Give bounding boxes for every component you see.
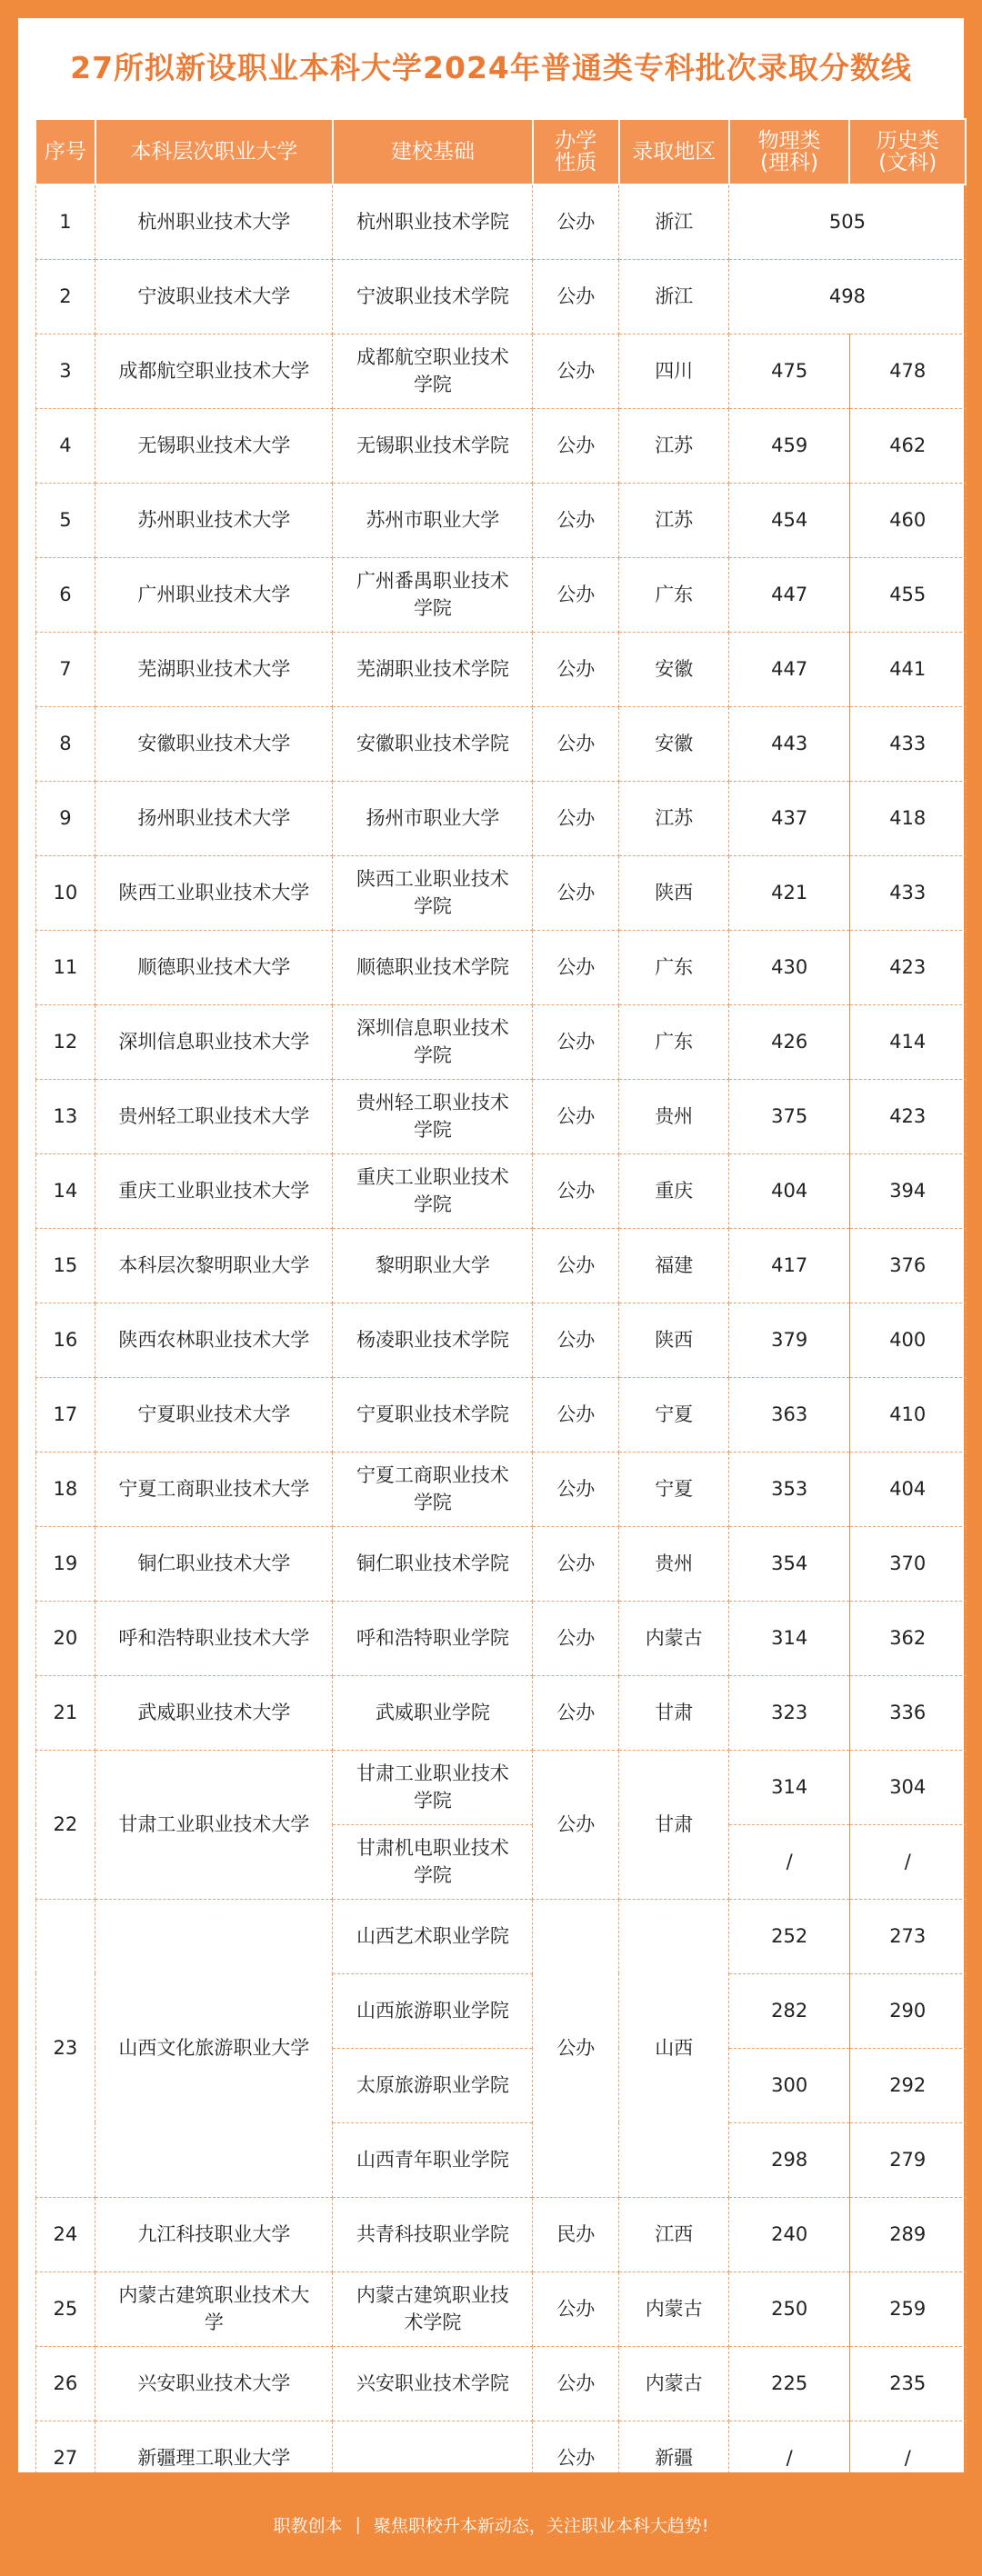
base-cell: 呼和浩特职业学院 bbox=[333, 1601, 533, 1675]
table-row bbox=[35, 185, 966, 259]
university-cell: 铜仁职业技术大学 bbox=[95, 1526, 333, 1601]
nature-cell: 公办 bbox=[533, 483, 619, 557]
nature-cell: 公办 bbox=[533, 2346, 619, 2421]
university-cell: 芜湖职业技术大学 bbox=[95, 632, 333, 706]
table-row bbox=[35, 334, 966, 408]
seq-cell: 4 bbox=[35, 408, 95, 483]
university-cell: 内蒙古建筑职业技术大 学 bbox=[95, 2271, 333, 2346]
university-cell: 呼和浩特职业技术大学 bbox=[95, 1601, 333, 1675]
nature-cell: 公办 bbox=[533, 1601, 619, 1675]
university-cell: 宁夏工商职业技术大学 bbox=[95, 1452, 333, 1526]
base-cell: 重庆工业职业技术 学院 bbox=[333, 1153, 533, 1228]
region-cell: 安徽 bbox=[619, 706, 729, 781]
seq-cell: 26 bbox=[35, 2346, 95, 2421]
table-row bbox=[35, 632, 966, 706]
region-cell: 四川 bbox=[619, 334, 729, 408]
nature-cell: 公办 bbox=[533, 259, 619, 334]
university-cell: 安徽职业技术大学 bbox=[95, 706, 333, 781]
university-cell: 重庆工业职业技术大学 bbox=[95, 1153, 333, 1228]
region-cell: 甘肃 bbox=[619, 1675, 729, 1750]
university-cell: 扬州职业技术大学 bbox=[95, 781, 333, 855]
seq-cell: 14 bbox=[35, 1153, 95, 1228]
seq-cell: 18 bbox=[35, 1452, 95, 1526]
region-cell: 广东 bbox=[619, 1004, 729, 1079]
nature-cell: 公办 bbox=[533, 1153, 619, 1228]
nature-cell: 公办 bbox=[533, 930, 619, 1004]
history-score-cell: 259 bbox=[849, 2271, 966, 2346]
history-score-cell: 418 bbox=[849, 781, 966, 855]
base-cell: 山西艺术职业学院 bbox=[333, 1899, 533, 1973]
base-cell: 宁夏工商职业技术 学院 bbox=[333, 1452, 533, 1526]
nature-cell: 公办 bbox=[533, 1079, 619, 1153]
physics-score-cell: 375 bbox=[729, 1079, 850, 1153]
table-row bbox=[35, 1601, 966, 1675]
region-cell: 新疆 bbox=[619, 2421, 729, 2495]
nature-cell: 公办 bbox=[533, 1377, 619, 1452]
physics-score-cell: 447 bbox=[729, 557, 850, 632]
region-cell: 重庆 bbox=[619, 1153, 729, 1228]
region-cell: 内蒙古 bbox=[619, 2346, 729, 2421]
history-score-cell: 292 bbox=[849, 2048, 966, 2122]
physics-score-cell: 323 bbox=[729, 1675, 850, 1750]
nature-cell: 公办 bbox=[533, 706, 619, 781]
university-cell: 贵州轻工职业技术大学 bbox=[95, 1079, 333, 1153]
base-cell: 黎明职业大学 bbox=[333, 1228, 533, 1303]
physics-score-cell: 225 bbox=[729, 2346, 850, 2421]
university-cell: 深圳信息职业技术大学 bbox=[95, 1004, 333, 1079]
merged-score-cell: 498 bbox=[729, 259, 966, 334]
base-cell: 宁波职业技术学院 bbox=[333, 259, 533, 334]
table-row bbox=[35, 1004, 966, 1079]
region-cell: 甘肃 bbox=[619, 1750, 729, 1899]
physics-score-cell: 314 bbox=[729, 1601, 850, 1675]
footer-slogan: 聚焦职校升本新动态，关注职业本科大趋势! bbox=[373, 2515, 709, 2536]
seq-cell: 16 bbox=[35, 1303, 95, 1377]
seq-cell: 11 bbox=[35, 930, 95, 1004]
physics-score-cell: 252 bbox=[729, 1899, 850, 1973]
region-cell: 江苏 bbox=[619, 781, 729, 855]
table-row bbox=[35, 2271, 966, 2346]
nature-cell: 公办 bbox=[533, 1526, 619, 1601]
table-row bbox=[35, 1675, 966, 1750]
table-row bbox=[35, 1377, 966, 1452]
table-row bbox=[35, 930, 966, 1004]
physics-score-cell: 240 bbox=[729, 2197, 850, 2271]
nature-cell: 公办 bbox=[533, 781, 619, 855]
history-score-cell: 433 bbox=[849, 855, 966, 930]
base-cell: 内蒙古建筑职业技 术学院 bbox=[333, 2271, 533, 2346]
university-cell: 顺德职业技术大学 bbox=[95, 930, 333, 1004]
region-cell: 福建 bbox=[619, 1228, 729, 1303]
table-row bbox=[35, 259, 966, 334]
region-cell: 宁夏 bbox=[619, 1452, 729, 1526]
university-cell: 无锡职业技术大学 bbox=[95, 408, 333, 483]
admission-score-table bbox=[35, 118, 967, 2496]
nature-cell: 公办 bbox=[533, 557, 619, 632]
nature-cell: 公办 bbox=[533, 334, 619, 408]
physics-score-cell: 298 bbox=[729, 2122, 850, 2197]
region-cell: 浙江 bbox=[619, 259, 729, 334]
history-score-cell: 414 bbox=[849, 1004, 966, 1079]
table-row bbox=[35, 1526, 966, 1601]
nature-cell: 公办 bbox=[533, 2271, 619, 2346]
base-cell: 太原旅游职业学院 bbox=[333, 2048, 533, 2122]
region-cell: 内蒙古 bbox=[619, 2271, 729, 2346]
physics-score-cell: 353 bbox=[729, 1452, 850, 1526]
col-base-header: 建校基础 bbox=[333, 119, 533, 185]
poster-frame bbox=[18, 18, 964, 2472]
region-cell: 宁夏 bbox=[619, 1377, 729, 1452]
base-cell: 扬州市职业大学 bbox=[333, 781, 533, 855]
footer-brand: 职教创本 bbox=[273, 2515, 343, 2536]
university-cell: 兴安职业技术大学 bbox=[95, 2346, 333, 2421]
region-cell: 浙江 bbox=[619, 185, 729, 259]
history-score-cell: 235 bbox=[849, 2346, 966, 2421]
base-cell: 甘肃工业职业技术 学院 bbox=[333, 1750, 533, 1824]
nature-cell: 公办 bbox=[533, 408, 619, 483]
table-row bbox=[35, 483, 966, 557]
history-score-cell: 478 bbox=[849, 334, 966, 408]
physics-score-cell: 426 bbox=[729, 1004, 850, 1079]
base-cell: 安徽职业技术学院 bbox=[333, 706, 533, 781]
university-cell: 甘肃工业职业技术大学 bbox=[95, 1750, 333, 1899]
university-cell: 本科层次黎明职业大学 bbox=[95, 1228, 333, 1303]
university-cell: 陕西农林职业技术大学 bbox=[95, 1303, 333, 1377]
base-cell: 武威职业学院 bbox=[333, 1675, 533, 1750]
seq-cell: 22 bbox=[35, 1750, 95, 1899]
seq-cell: 17 bbox=[35, 1377, 95, 1452]
seq-cell: 7 bbox=[35, 632, 95, 706]
base-cell: 山西旅游职业学院 bbox=[333, 1973, 533, 2048]
table-row bbox=[35, 1303, 966, 1377]
table-row bbox=[35, 855, 966, 930]
university-cell: 宁波职业技术大学 bbox=[95, 259, 333, 334]
nature-cell: 公办 bbox=[533, 1452, 619, 1526]
table-header-row bbox=[35, 119, 966, 185]
base-cell: 无锡职业技术学院 bbox=[333, 408, 533, 483]
col-physics-header: 物理类 (理科) bbox=[729, 119, 850, 185]
seq-cell: 23 bbox=[35, 1899, 95, 2197]
table-row bbox=[35, 706, 966, 781]
region-cell: 内蒙古 bbox=[619, 1601, 729, 1675]
university-cell: 宁夏职业技术大学 bbox=[95, 1377, 333, 1452]
history-score-cell: 400 bbox=[849, 1303, 966, 1377]
table-row bbox=[35, 2346, 966, 2421]
region-cell: 陕西 bbox=[619, 1303, 729, 1377]
physics-score-cell: 421 bbox=[729, 855, 850, 930]
nature-cell: 公办 bbox=[533, 855, 619, 930]
table-row bbox=[35, 2197, 966, 2271]
university-cell: 武威职业技术大学 bbox=[95, 1675, 333, 1750]
seq-cell: 10 bbox=[35, 855, 95, 930]
university-cell: 新疆理工职业大学 bbox=[95, 2421, 333, 2495]
physics-score-cell: 404 bbox=[729, 1153, 850, 1228]
col-university-header: 本科层次职业大学 bbox=[95, 119, 333, 185]
nature-cell: 公办 bbox=[533, 185, 619, 259]
base-cell: 山西青年职业学院 bbox=[333, 2122, 533, 2197]
page-title: 27所拟新设职业本科大学2024年普通类专科批次录取分数线 bbox=[70, 50, 912, 85]
university-cell: 九江科技职业大学 bbox=[95, 2197, 333, 2271]
university-cell: 广州职业技术大学 bbox=[95, 557, 333, 632]
nature-cell: 公办 bbox=[533, 1899, 619, 2197]
physics-score-cell: 379 bbox=[729, 1303, 850, 1377]
history-score-cell: 376 bbox=[849, 1228, 966, 1303]
physics-score-cell: 417 bbox=[729, 1228, 850, 1303]
history-score-cell: 423 bbox=[849, 1079, 966, 1153]
seq-cell: 2 bbox=[35, 259, 95, 334]
table-row bbox=[35, 1079, 966, 1153]
region-cell: 安徽 bbox=[619, 632, 729, 706]
region-cell: 山西 bbox=[619, 1899, 729, 2197]
history-score-cell: 455 bbox=[849, 557, 966, 632]
region-cell: 江西 bbox=[619, 2197, 729, 2271]
table-row bbox=[35, 1452, 966, 1526]
physics-score-cell: / bbox=[729, 1824, 850, 1899]
physics-score-cell: 454 bbox=[729, 483, 850, 557]
base-cell: 铜仁职业技术学院 bbox=[333, 1526, 533, 1601]
table-row bbox=[35, 1899, 966, 1973]
nature-cell: 公办 bbox=[533, 1675, 619, 1750]
history-score-cell: 290 bbox=[849, 1973, 966, 2048]
physics-score-cell: 447 bbox=[729, 632, 850, 706]
history-score-cell: 433 bbox=[849, 706, 966, 781]
physics-score-cell: 363 bbox=[729, 1377, 850, 1452]
nature-cell: 公办 bbox=[533, 1004, 619, 1079]
region-cell: 陕西 bbox=[619, 855, 729, 930]
table-row bbox=[35, 781, 966, 855]
history-score-cell: / bbox=[849, 2421, 966, 2495]
physics-score-cell: 475 bbox=[729, 334, 850, 408]
region-cell: 江苏 bbox=[619, 483, 729, 557]
nature-cell: 公办 bbox=[533, 1228, 619, 1303]
physics-score-cell: 314 bbox=[729, 1750, 850, 1824]
history-score-cell: 279 bbox=[849, 2122, 966, 2197]
history-score-cell: 362 bbox=[849, 1601, 966, 1675]
physics-score-cell: 282 bbox=[729, 1973, 850, 2048]
region-cell: 贵州 bbox=[619, 1079, 729, 1153]
history-score-cell: 336 bbox=[849, 1675, 966, 1750]
base-cell: 贵州轻工职业技术 学院 bbox=[333, 1079, 533, 1153]
seq-cell: 15 bbox=[35, 1228, 95, 1303]
table-row bbox=[35, 1153, 966, 1228]
university-cell: 苏州职业技术大学 bbox=[95, 483, 333, 557]
physics-score-cell: 354 bbox=[729, 1526, 850, 1601]
history-score-cell: 289 bbox=[849, 2197, 966, 2271]
seq-cell: 5 bbox=[35, 483, 95, 557]
base-cell: 陕西工业职业技术 学院 bbox=[333, 855, 533, 930]
seq-cell: 21 bbox=[35, 1675, 95, 1750]
region-cell: 广东 bbox=[619, 930, 729, 1004]
col-nature-header: 办学 性质 bbox=[533, 119, 619, 185]
base-cell: 成都航空职业技术 学院 bbox=[333, 334, 533, 408]
region-cell: 贵州 bbox=[619, 1526, 729, 1601]
base-cell: 苏州市职业大学 bbox=[333, 483, 533, 557]
nature-cell: 公办 bbox=[533, 1750, 619, 1899]
university-cell: 成都航空职业技术大学 bbox=[95, 334, 333, 408]
seq-cell: 13 bbox=[35, 1079, 95, 1153]
seq-cell: 27 bbox=[35, 2421, 95, 2495]
nature-cell: 公办 bbox=[533, 1303, 619, 1377]
col-history-header: 历史类 (文科) bbox=[849, 119, 966, 185]
base-cell: 顺德职业技术学院 bbox=[333, 930, 533, 1004]
merged-score-cell: 505 bbox=[729, 185, 966, 259]
base-cell: 杭州职业技术学院 bbox=[333, 185, 533, 259]
seq-cell: 1 bbox=[35, 185, 95, 259]
footer-bar bbox=[0, 2472, 982, 2576]
base-cell: 杨凌职业技术学院 bbox=[333, 1303, 533, 1377]
seq-cell: 12 bbox=[35, 1004, 95, 1079]
physics-score-cell: 437 bbox=[729, 781, 850, 855]
region-cell: 江苏 bbox=[619, 408, 729, 483]
base-cell: 芜湖职业技术学院 bbox=[333, 632, 533, 706]
nature-cell: 民办 bbox=[533, 2197, 619, 2271]
physics-score-cell: / bbox=[729, 2421, 850, 2495]
history-score-cell: 441 bbox=[849, 632, 966, 706]
col-seq-header: 序号 bbox=[35, 119, 95, 185]
region-cell: 广东 bbox=[619, 557, 729, 632]
table-row bbox=[35, 1228, 966, 1303]
seq-cell: 25 bbox=[35, 2271, 95, 2346]
physics-score-cell: 430 bbox=[729, 930, 850, 1004]
seq-cell: 8 bbox=[35, 706, 95, 781]
base-cell: 共青科技职业学院 bbox=[333, 2197, 533, 2271]
seq-cell: 19 bbox=[35, 1526, 95, 1601]
history-score-cell: 273 bbox=[849, 1899, 966, 1973]
history-score-cell: 460 bbox=[849, 483, 966, 557]
history-score-cell: 462 bbox=[849, 408, 966, 483]
footer-divider: | bbox=[355, 2514, 361, 2534]
physics-score-cell: 443 bbox=[729, 706, 850, 781]
base-cell: 深圳信息职业技术 学院 bbox=[333, 1004, 533, 1079]
seq-cell: 20 bbox=[35, 1601, 95, 1675]
table-row bbox=[35, 557, 966, 632]
base-cell: 广州番禺职业技术 学院 bbox=[333, 557, 533, 632]
seq-cell: 6 bbox=[35, 557, 95, 632]
physics-score-cell: 300 bbox=[729, 2048, 850, 2122]
physics-score-cell: 250 bbox=[729, 2271, 850, 2346]
seq-cell: 9 bbox=[35, 781, 95, 855]
history-score-cell: / bbox=[849, 1824, 966, 1899]
history-score-cell: 423 bbox=[849, 930, 966, 1004]
base-cell: 兴安职业技术学院 bbox=[333, 2346, 533, 2421]
history-score-cell: 404 bbox=[849, 1452, 966, 1526]
seq-cell: 24 bbox=[35, 2197, 95, 2271]
history-score-cell: 304 bbox=[849, 1750, 966, 1824]
university-cell: 杭州职业技术大学 bbox=[95, 185, 333, 259]
seq-cell: 3 bbox=[35, 334, 95, 408]
history-score-cell: 410 bbox=[849, 1377, 966, 1452]
history-score-cell: 394 bbox=[849, 1153, 966, 1228]
table-row bbox=[35, 408, 966, 483]
university-cell: 山西文化旅游职业大学 bbox=[95, 1899, 333, 2197]
table-row bbox=[35, 1750, 966, 1824]
base-cell: 宁夏职业技术学院 bbox=[333, 1377, 533, 1452]
nature-cell: 公办 bbox=[533, 632, 619, 706]
col-region-header: 录取地区 bbox=[619, 119, 729, 185]
nature-cell: 公办 bbox=[533, 2421, 619, 2495]
base-cell: 甘肃机电职业技术 学院 bbox=[333, 1824, 533, 1899]
physics-score-cell: 459 bbox=[729, 408, 850, 483]
university-cell: 陕西工业职业技术大学 bbox=[95, 855, 333, 930]
history-score-cell: 370 bbox=[849, 1526, 966, 1601]
